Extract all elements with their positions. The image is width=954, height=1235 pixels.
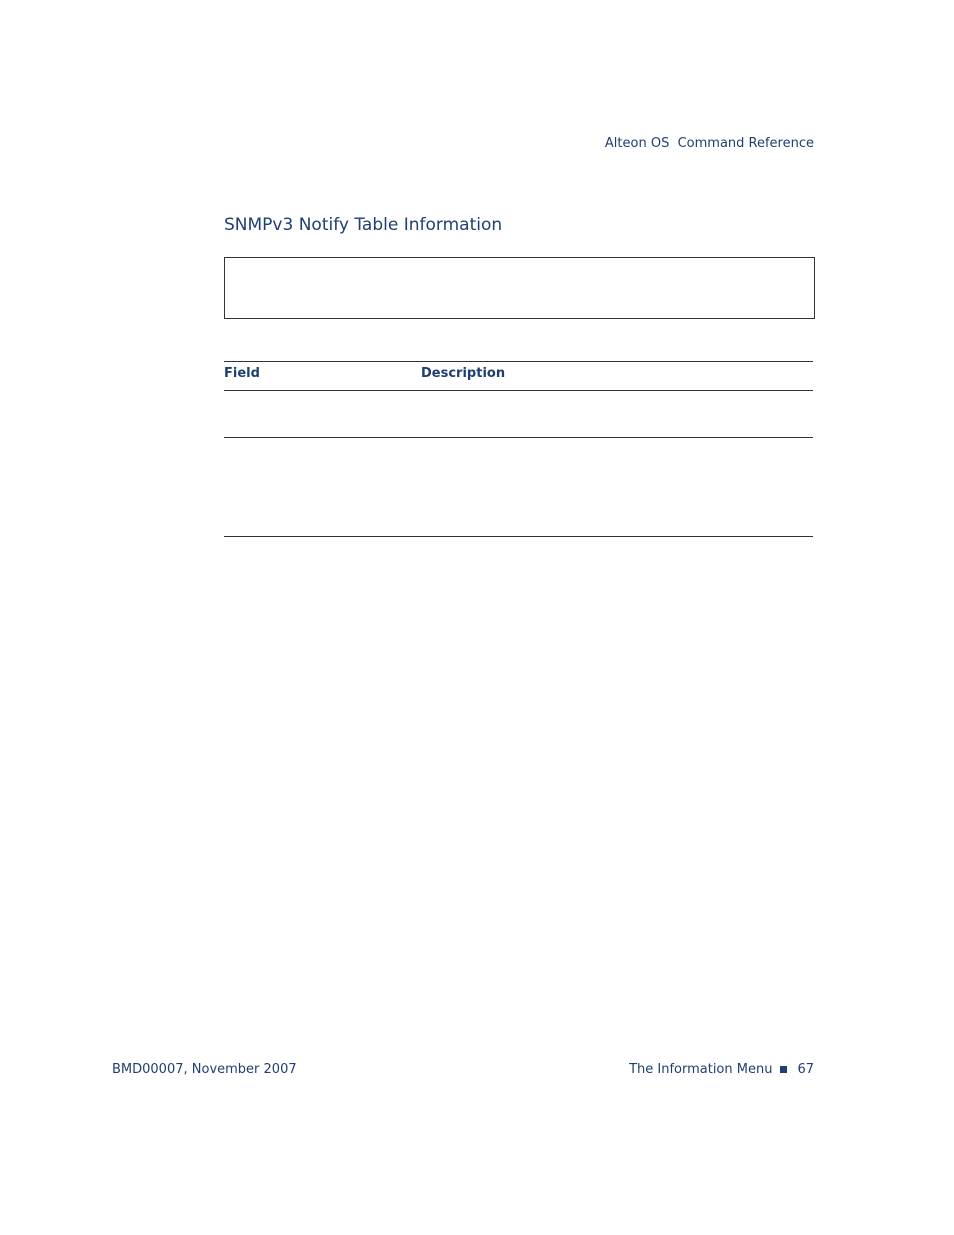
- footer-chapter: The Information Menu: [629, 1062, 773, 1077]
- table-row-rule: [224, 437, 813, 438]
- footer-page-number: 67: [797, 1062, 814, 1077]
- running-header: Alteon OS Command Reference: [604, 136, 814, 151]
- command-output-box: [224, 257, 815, 319]
- footer-doc-id: BMD00007, November 2007: [112, 1062, 297, 1077]
- section-title: SNMPv3 Notify Table Information: [224, 215, 503, 235]
- table-bottom-rule: [224, 536, 813, 537]
- column-header-field: Field: [224, 366, 260, 381]
- table-top-rule: [224, 361, 813, 362]
- table-header-rule: [224, 390, 813, 391]
- column-header-description: Description: [421, 366, 506, 381]
- square-bullet-icon: [780, 1066, 787, 1073]
- footer-page-info: [629, 1062, 814, 1077]
